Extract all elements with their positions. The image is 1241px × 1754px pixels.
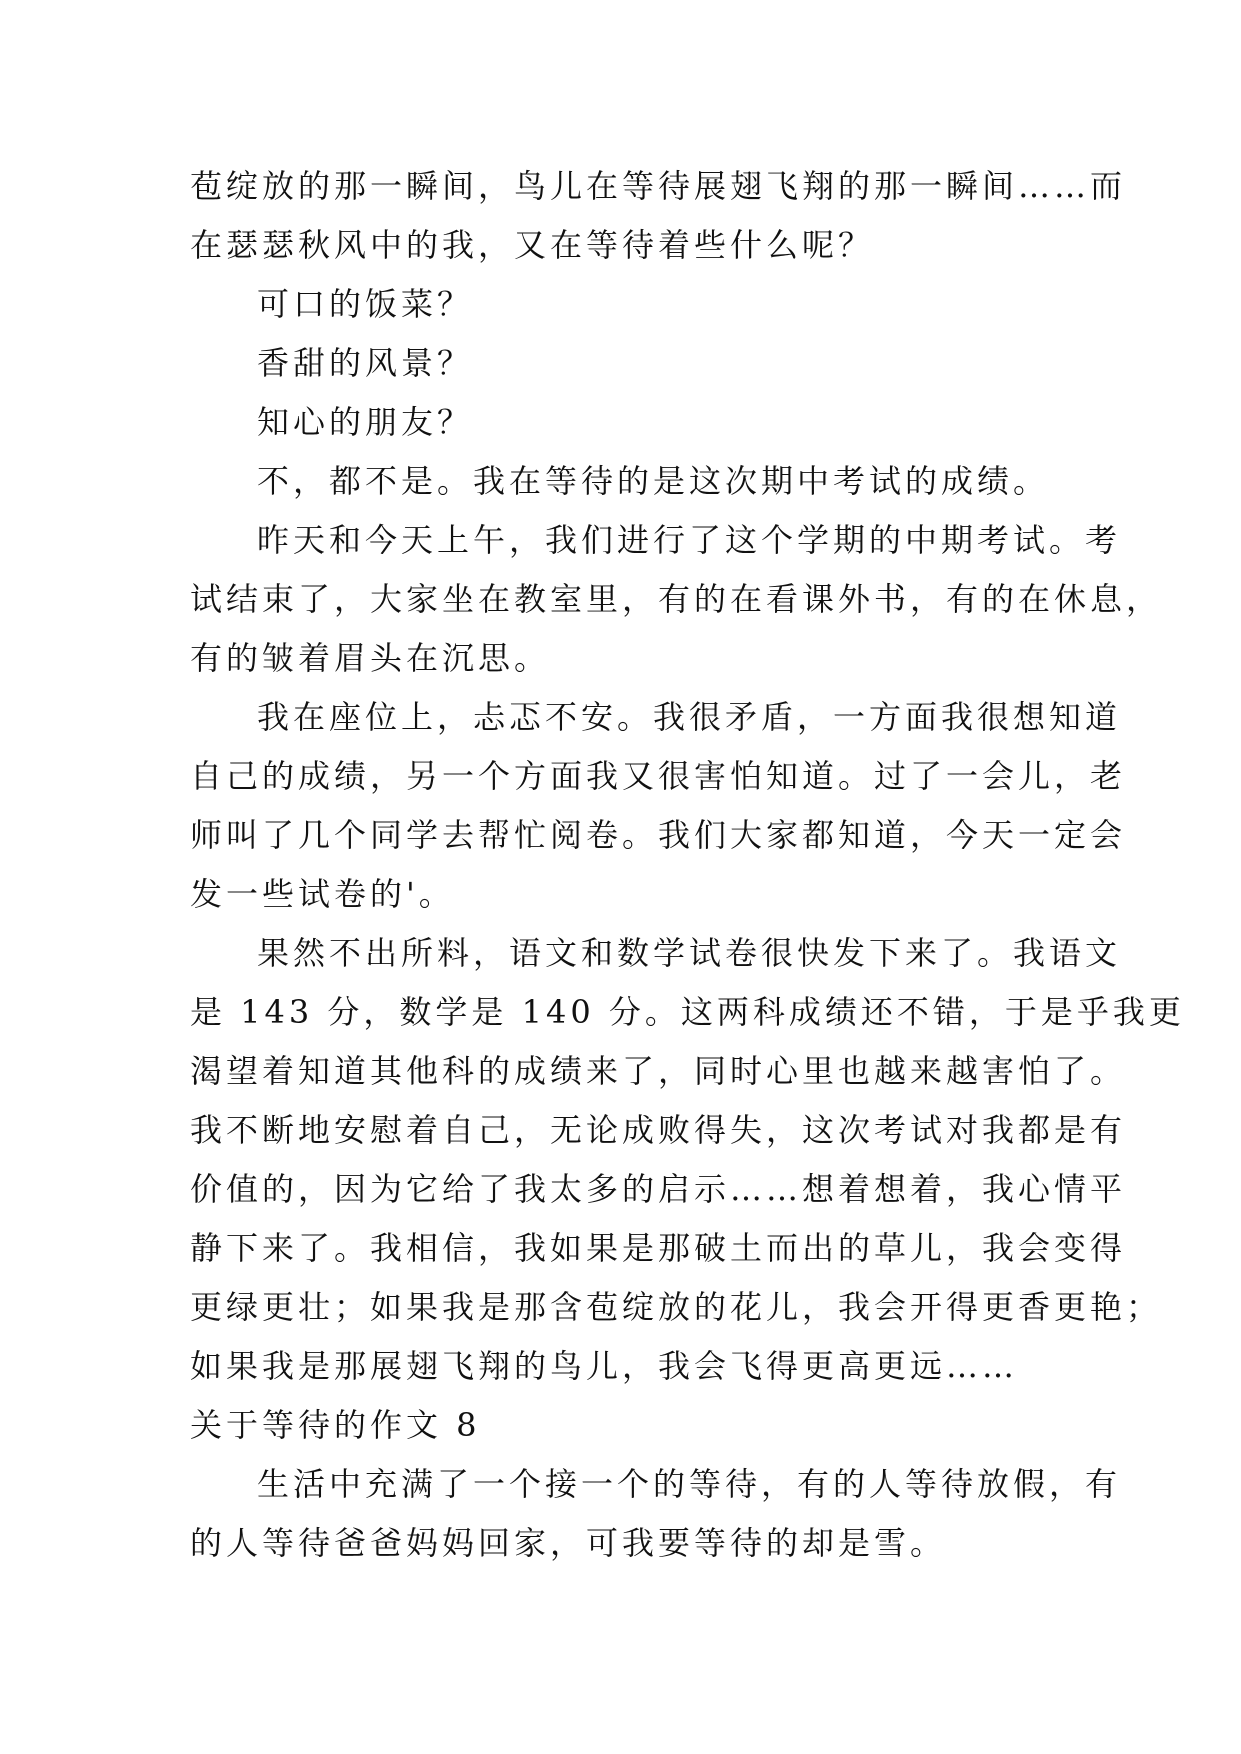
text-line: 昨天和今天上午，我们进行了这个学期的中期考试。考 bbox=[257, 521, 1122, 559]
text-line: 自己的成绩，另一个方面我又很害怕知道。过了一会儿，老 bbox=[190, 757, 1127, 795]
text-line: 不，都不是。我在等待的是这次期中考试的成绩。 bbox=[257, 462, 1050, 500]
text-line: 在瑟瑟秋风中的我，又在等待着些什么呢？ bbox=[190, 226, 875, 264]
text-line: 我不断地安慰着自己，无论成败得失，这次考试对我都是有 bbox=[190, 1111, 1127, 1149]
text-line: 苞绽放的那一瞬间，鸟儿在等待展翅飞翔的那一瞬间……而 bbox=[190, 167, 1127, 205]
text-line: 渴望着知道其他科的成绩来了，同时心里也越来越害怕了。 bbox=[190, 1052, 1127, 1090]
text-line: 生活中充满了一个接一个的等待，有的人等待放假，有 bbox=[257, 1465, 1122, 1503]
text-line: 有的皱着眉头在沉思。 bbox=[190, 639, 551, 677]
text-line: 试结束了，大家坐在教室里，有的在看课外书，有的在休息， bbox=[190, 580, 1163, 618]
text-line: 发一些试卷的'。 bbox=[190, 875, 455, 913]
text-line: 师叫了几个同学去帮忙阅卷。我们大家都知道，今天一定会 bbox=[190, 816, 1127, 854]
section-heading: 关于等待的作文 8 bbox=[190, 1406, 481, 1444]
text-line: 香甜的风景？ bbox=[257, 344, 474, 382]
text-line: 价值的，因为它给了我太多的启示……想着想着，我心情平 bbox=[190, 1170, 1127, 1208]
text-line: 更绿更壮；如果我是那含苞绽放的花儿，我会开得更香更艳； bbox=[190, 1288, 1163, 1326]
text-line: 如果我是那展翅飞翔的鸟儿，我会飞得更高更远…… bbox=[190, 1347, 1019, 1385]
text-line: 果然不出所料，语文和数学试卷很快发下来了。我语文 bbox=[257, 934, 1122, 972]
text-line: 的人等待爸爸妈妈回家，可我要等待的却是雪。 bbox=[190, 1524, 947, 1562]
text-line: 我在座位上，忐忑不安。我很矛盾，一方面我很想知道 bbox=[257, 698, 1122, 736]
text-line: 知心的朋友？ bbox=[257, 403, 474, 441]
text-line: 可口的饭菜？ bbox=[257, 285, 474, 323]
text-line: 静下来了。我相信，我如果是那破土而出的草儿，我会变得 bbox=[190, 1229, 1127, 1267]
text-line: 是 143 分，数学是 140 分。这两科成绩还不错，于是乎我更 bbox=[190, 993, 1185, 1031]
